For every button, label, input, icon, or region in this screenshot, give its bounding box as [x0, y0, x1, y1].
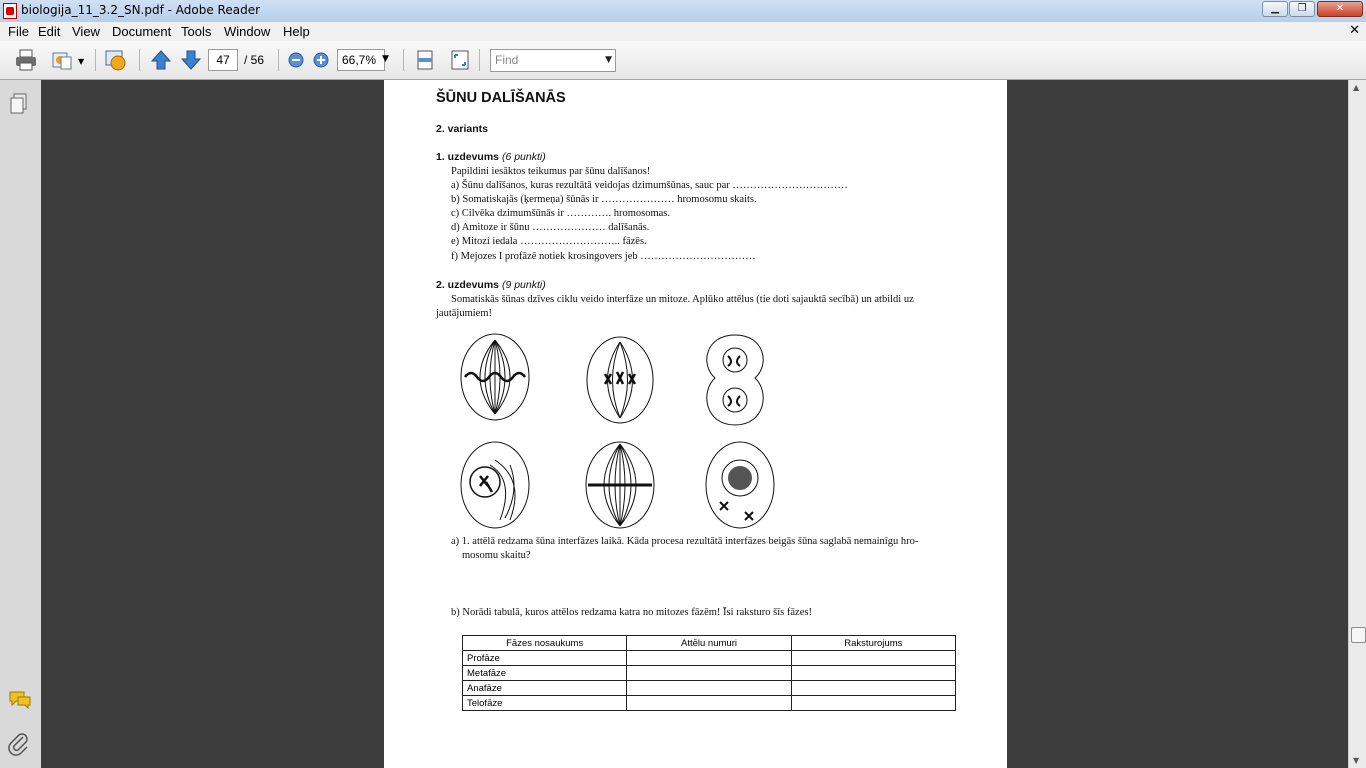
- task1-points: (6 punkti): [501, 151, 546, 163]
- phase-table: [462, 635, 956, 711]
- cell-figure-prophase: [587, 337, 653, 423]
- close-window-button[interactable]: ✕: [1317, 1, 1363, 17]
- table-header-cell: Fāzes nosaukums: [463, 636, 627, 651]
- cell-figure-metaphase-2: [586, 442, 654, 528]
- cell-division-figures: [460, 330, 790, 530]
- browse-icon[interactable]: [104, 48, 128, 72]
- scroll-up-icon[interactable]: ▲: [1353, 83, 1360, 92]
- maximize-button[interactable]: ❐: [1289, 1, 1315, 17]
- print-icon[interactable]: [14, 48, 38, 72]
- page-number-input[interactable]: 47: [208, 49, 238, 71]
- task2-question-a-line1: a) 1. attēlā redzama šūna interfāzes laikā. Kāda procesa rezultātā interfāzes beigās šūna saglabā nemainīgu hro-: [451, 536, 919, 547]
- table-header-cell: Raksturojums: [791, 636, 955, 651]
- vertical-scrollbar[interactable]: [1348, 80, 1366, 768]
- scrollbar-thumb[interactable]: [1351, 627, 1366, 643]
- table-cell: [627, 696, 791, 711]
- zoom-in-icon[interactable]: [309, 48, 333, 72]
- scroll-down-icon[interactable]: ▼: [1353, 756, 1360, 765]
- next-page-icon[interactable]: [179, 48, 203, 72]
- task2-title-label: 2. uzdevums: [436, 279, 500, 291]
- cell-figure-early-prophase: [461, 442, 529, 528]
- task2-question-b: b) Norādi tabulā, kuros attēlos redzama katra no mitozes fāzēm! Īsi raksturo šīs fāzes!: [451, 607, 812, 618]
- zoom-dropdown-icon[interactable]: ▼: [382, 54, 389, 64]
- table-cell: [791, 666, 955, 681]
- table-header-row: [463, 636, 956, 651]
- page-heading: ŠŪNU DALĪŠANĀS: [436, 90, 566, 106]
- menu-view[interactable]: View: [72, 24, 100, 39]
- find-placeholder: Find: [495, 53, 519, 67]
- toolbar: [0, 41, 1366, 80]
- table-row: [463, 696, 956, 711]
- window-title: biologija_11_3.2_SN.pdf - Adobe Reader: [21, 3, 261, 17]
- task2-points: (9 punkti): [501, 279, 546, 291]
- menu-bar: [0, 22, 1366, 41]
- table-cell: [791, 681, 955, 696]
- separator: [278, 49, 279, 71]
- separator: [95, 49, 96, 71]
- table-cell: Metafāze: [463, 666, 627, 681]
- menu-help[interactable]: Help: [283, 24, 310, 39]
- table-row: [463, 666, 956, 681]
- page-total-label: / 56: [244, 53, 265, 67]
- table-row: [463, 651, 956, 666]
- separator: [479, 49, 480, 71]
- share-icon[interactable]: [50, 48, 74, 72]
- table-cell: [627, 666, 791, 681]
- find-dropdown-icon[interactable]: ▼: [605, 55, 612, 65]
- fit-page-icon[interactable]: [448, 48, 472, 72]
- task1-title: [436, 151, 546, 163]
- table-cell: Anafāze: [463, 681, 627, 696]
- attachments-icon[interactable]: [8, 732, 30, 756]
- pdf-page: [384, 80, 1007, 768]
- cell-figure-metaphase-1: [461, 334, 529, 420]
- previous-page-icon[interactable]: [149, 48, 173, 72]
- minimize-button[interactable]: ▁: [1262, 1, 1288, 17]
- task2-question-a-line2: mosomu skaitu?: [462, 550, 531, 561]
- task1-item-e: e) Mitozi iedala ……………………….. fāzēs.: [451, 236, 647, 247]
- separator: [403, 49, 404, 71]
- task2-title: [436, 279, 546, 291]
- menu-document[interactable]: Document: [112, 24, 172, 39]
- task1-title-label: 1. uzdevums: [436, 151, 500, 163]
- table-cell: [627, 651, 791, 666]
- task1-item-b: b) Somatiskajās (ķermeņa) šūnās ir ………………… hromosomu skaits.: [451, 194, 757, 205]
- variant-label: 2. variants: [436, 123, 488, 135]
- cell-figure-interphase: [706, 442, 774, 528]
- table-cell: [627, 681, 791, 696]
- task1-intro: Papildini iesāktos teikumus par šūnu dalīšanos!: [451, 166, 651, 177]
- task1-item-d: d) Amitoze ir šūnu ………………… dalīšanās.: [451, 222, 650, 233]
- task1-item-c: c) Cilvēka dzimumšūnās ir …………. hromosomas.: [451, 208, 671, 219]
- task2-intro-line1: Somatiskās šūnas dzīves ciklu veido interfāze un mitoze. Aplūko attēlus (tie doti sajauktā secībā) un atbildi uz: [451, 294, 914, 305]
- zoom-out-icon[interactable]: [284, 48, 308, 72]
- zoom-level-input[interactable]: 66,7%: [337, 49, 385, 71]
- cell-figure-telophase: [707, 335, 763, 425]
- table-cell: [791, 696, 955, 711]
- table-cell: Telofāze: [463, 696, 627, 711]
- adobe-reader-icon: [3, 3, 17, 19]
- comments-icon[interactable]: [8, 690, 32, 710]
- table-header-cell: Attēlu numuri: [627, 636, 791, 651]
- task1-item-f: f) Mejozes I profāzē notiek krosingovers jeb ……………………………: [451, 251, 756, 262]
- title-bar: [0, 0, 1366, 23]
- separator: [139, 49, 140, 71]
- menu-edit[interactable]: Edit: [38, 24, 61, 39]
- menu-window[interactable]: Window: [224, 24, 271, 39]
- share-dropdown-icon[interactable]: ▼: [78, 57, 85, 66]
- task1-item-a: a) Šūnu dalīšanos, kuras rezultātā veidojas dzimumšūnas, sauc par ……………………………: [451, 180, 848, 191]
- find-input[interactable]: [490, 49, 616, 72]
- menu-tools[interactable]: Tools: [181, 24, 212, 39]
- document-viewport[interactable]: [41, 80, 1348, 768]
- close-document-button[interactable]: ✕: [1349, 23, 1360, 38]
- table-cell: [791, 651, 955, 666]
- pages-icon[interactable]: [9, 93, 29, 115]
- navigation-pane: [0, 80, 42, 768]
- task2-intro-line2: jautājumiem!: [436, 308, 492, 319]
- fit-width-icon[interactable]: [413, 48, 437, 72]
- menu-file[interactable]: File: [8, 24, 29, 39]
- table-row: [463, 681, 956, 696]
- table-cell: Profāze: [463, 651, 627, 666]
